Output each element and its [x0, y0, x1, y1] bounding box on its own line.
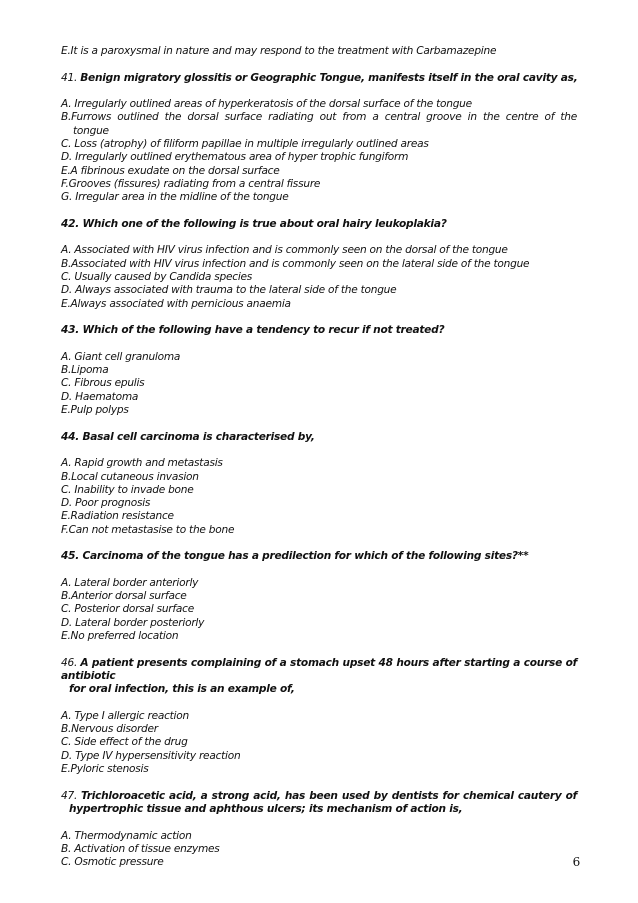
option-line: A. Lateral border anteriorly: [61, 576, 199, 589]
option-line: A. Type I allergic reaction: [61, 709, 189, 722]
option-line: C. Osmotic pressure: [61, 856, 164, 869]
option-line: E.Always associated with pernicious anaemia: [61, 297, 291, 310]
option-line: F.Grooves (fissures) radiating from a central fissure: [61, 177, 321, 190]
question-41-stem: 41. Benign migratory glossitis or Geographic Tongue, manifests itself in the oral cavity as,: [61, 71, 578, 84]
question-44-stem: 44. Basal cell carcinoma is characterised by,: [61, 430, 315, 443]
option-line: D. Poor prognosis: [61, 497, 151, 510]
option-line: E.It is a paroxysmal in nature and may respond to the treatment with Carbamazepine: [61, 45, 497, 57]
option-continuation: tongue: [73, 124, 109, 137]
option-line: B.Associated with HIV virus infection and is commonly seen on the lateral side of the tongue: [61, 257, 530, 270]
option-line: D. Irregularly outlined erythematous area of hyper trophic fungiform: [61, 151, 409, 164]
option-line: B.Anterior dorsal surface: [61, 590, 187, 603]
option-line: A. Associated with HIV virus infection and is commonly seen on the dorsal of the tongue: [61, 244, 508, 257]
page-content: [61, 45, 577, 869]
question-47-stem: 47. Trichloroacetic acid, a strong acid, has been used by dentists for chemical cautery of: [61, 789, 578, 802]
option-line: A. Irregularly outlined areas of hyperkeratosis of the dorsal surface of the tongue: [61, 98, 472, 111]
question-42-stem: 42. Which one of the following is true about oral hairy leukoplakia?: [61, 217, 447, 230]
option-line: C. Fibrous epulis: [61, 377, 145, 390]
option-line: C. Side effect of the drug: [61, 736, 188, 749]
option-line: B.Lipoma: [61, 364, 109, 377]
option-line: A. Giant cell granuloma: [61, 350, 181, 363]
option-line: B.Furrows outlined the dorsal surface radiating out from a central groove in the centre of the: [61, 111, 577, 124]
option-line: D. Type IV hypersensitivity reaction: [61, 749, 241, 762]
question-47-stem-continuation: hypertrophic tissue and aphthous ulcers; its mechanism of action is,: [69, 802, 463, 815]
question-46-stem-continuation: for oral infection, this is an example of,: [69, 683, 295, 696]
option-line: A. Rapid growth and metastasis: [61, 457, 223, 470]
option-line: E.Pyloric stenosis: [61, 763, 149, 776]
page-number: 6: [572, 855, 580, 869]
question-46-stem: 46. A patient presents complaining of a stomach upset 48 hours after starting a course of antibiotic: [61, 656, 577, 682]
option-line: E.A fibrinous exudate on the dorsal surface: [61, 164, 280, 177]
option-line: C. Usually caused by Candida species: [61, 271, 253, 284]
option-line: C. Loss (atrophy) of filiform papillae in multiple irregularly outlined areas: [61, 138, 429, 151]
option-line: A. Thermodynamic action: [61, 829, 192, 842]
option-line: E.Radiation resistance: [61, 510, 174, 523]
option-line: F.Can not metastasise to the bone: [61, 523, 235, 536]
option-line: D. Lateral border posteriorly: [61, 616, 205, 629]
question-43-stem: 43. Which of the following have a tendency to recur if not treated?: [61, 324, 445, 337]
option-line: B.Local cutaneous invasion: [61, 470, 199, 483]
question-45-stem: 45. Carcinoma of the tongue has a predilection for which of the following sites?**: [61, 550, 529, 563]
option-line: B.Nervous disorder: [61, 723, 158, 736]
option-line: C. Posterior dorsal surface: [61, 603, 194, 616]
option-line: G. Irregular area in the midline of the tongue: [61, 191, 289, 204]
option-line: D. Always associated with trauma to the lateral side of the tongue: [61, 284, 397, 297]
option-line: C. Inability to invade bone: [61, 483, 194, 496]
option-line: E.No preferred location: [61, 630, 179, 643]
option-line: D. Haematoma: [61, 390, 139, 403]
option-line: B. Activation of tissue enzymes: [61, 842, 220, 855]
option-line: E.Pulp polyps: [61, 404, 129, 417]
